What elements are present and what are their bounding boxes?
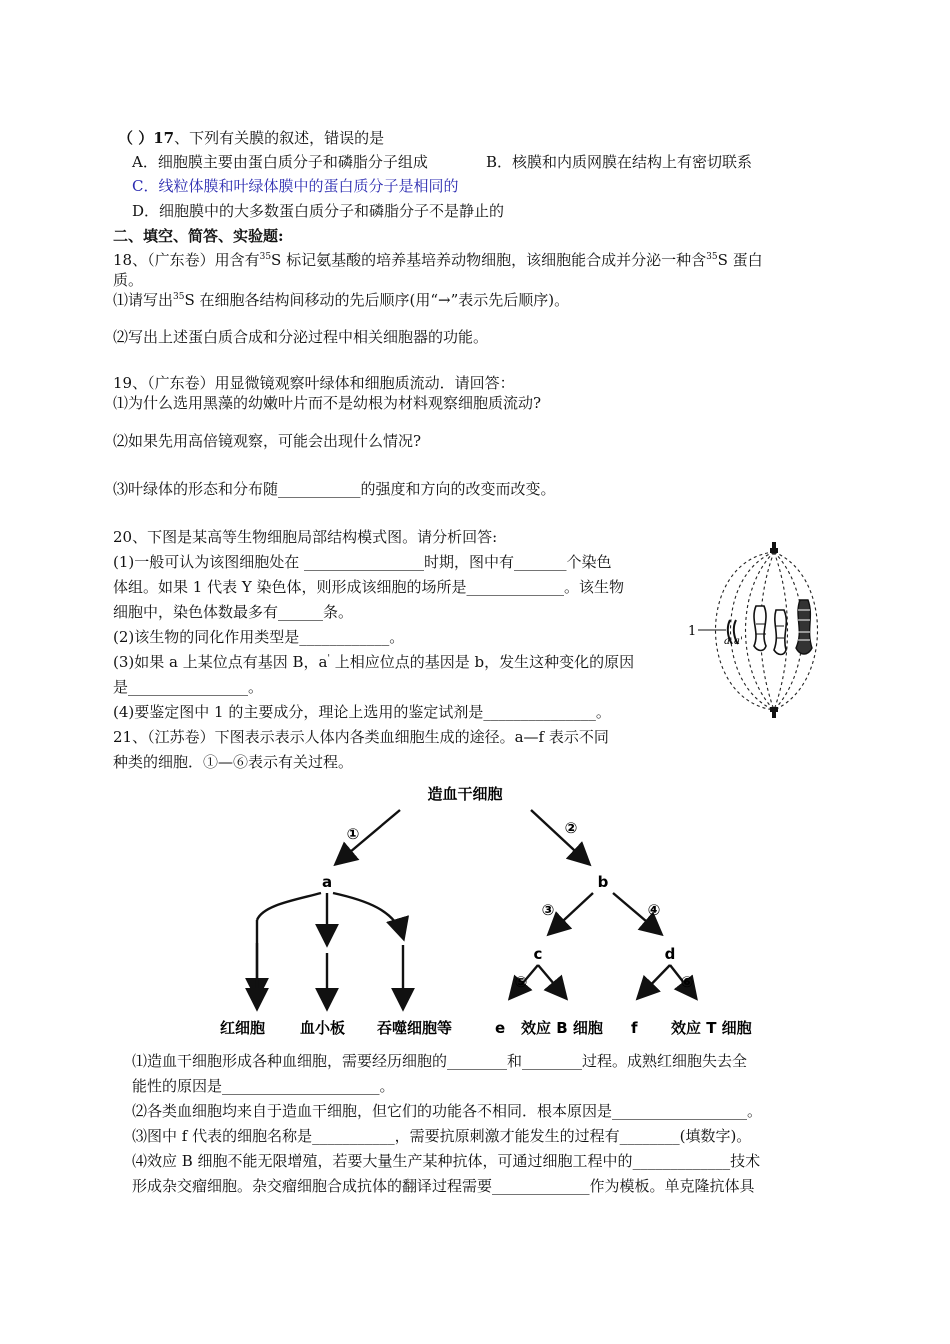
leaf-e: e [495,1019,506,1037]
leaf-phagocyte: 吞噬细胞等 [377,1019,453,1037]
q19-part3: ⑶叶绿体的形态和分布随___________的强度和方向的改变而改变。 [113,480,556,498]
q21-part1-line1: ⑴造血干细胞形成各种血细胞，需要经历细胞的________和________过程。成熟红细胞失去全 [132,1052,748,1070]
q21-line1: 21、（江苏卷）下图表示表示人体内各类血细胞生成的途径。a—f 表示不同 [113,728,609,746]
chromosome-label-a: a [724,636,730,647]
q20-line4: 细胞中，染色体数最多有______条。 [113,603,354,621]
leaf-platelet: 血小板 [300,1019,346,1037]
step-2-label: ② [564,819,578,837]
chromosome-label-1: 1 [688,624,697,639]
q19-line1: 19、（广东卷）用显微镜观察叶绿体和细胞质流动．请回答： [113,374,515,392]
q17-option-a: A．细胞膜主要由蛋白质分子和磷脂分子组成 [132,153,428,171]
leaf-effector-b: 效应 B 细胞 [521,1019,603,1037]
chromosome-4 [796,600,812,654]
q18-part1: ⑴请写出$^{35}$S 在细胞各结构间移动的先后顺序(用“→”表示先后顺序)。 [113,291,570,309]
q19-part2: ⑵如果先用高倍镜观察，可能会出现什么情况? [113,432,422,450]
q21-part2: ⑵各类血细胞均来自于造血干细胞，但它们的功能各不相同．根本原因是__________________。 [132,1102,763,1120]
q18-line1: 18、（广东卷）用含有$^{35}$S 标记氨基酸的培养基培养动物细胞，该细胞能合成并分泌一种含$^{35}$S 蛋白 [113,251,763,269]
q21-part1-line2: 能性的原因是_____________________。 [132,1077,395,1095]
cell-division-figure [686,540,826,720]
q20-line2: (1)一般可认为该图细胞处在 ________________时期，图中有_______个染色 [113,553,612,571]
chromosome-2 [754,606,766,651]
q18-line2: 质。 [113,271,144,289]
leaf-effector-t: 效应 T 细胞 [671,1019,752,1037]
section-heading: 二、填空、简答、实验题: [113,227,284,245]
q19-part1: ⑴为什么选用黑藻的幼嫩叶片而不是幼根为材料观察细胞质流动? [113,394,542,412]
q20-line7: 是________________。 [113,678,264,696]
q20-line5: (2)该生物的同化作用类型是____________。 [113,628,405,646]
q18-part2: ⑵写出上述蛋白质合成和分泌过程中相关细胞器的功能。 [113,328,489,346]
node-a: a [321,873,333,891]
q20-line1: 20、下图是某高等生物细胞局部结构模式图。请分析回答: [113,528,498,546]
centrosome-bottom [770,707,778,718]
step-1-label: ① [346,825,360,843]
q21-part3: ⑶图中 f 代表的细胞名称是___________，需要抗原刺激才能发生的过程有________(填数字)。 [132,1127,752,1145]
q20-line3: 体组。如果 1 代表 Y 染色体，则形成该细胞的场所是_____________。该生物 [113,578,625,596]
chromosome-label-a-prime: a' [734,636,743,647]
step-5-label: ⑤ [514,973,528,991]
lineage-arrows [257,810,695,1007]
q17-option-d: D．细胞膜中的大多数蛋白质分子和磷脂分子不是静止的 [132,202,505,220]
q20-line8: (4)要鉴定图中 1 的主要成分，理论上选用的鉴定试剂是_______________。 [113,703,611,721]
node-d: d [664,945,676,963]
blood-cell-lineage-diagram [215,775,780,1040]
root-node-label: 造血干细胞 [427,785,503,803]
leaf-f: f [631,1019,638,1037]
q17-option-c: C．线粒体膜和叶绿体膜中的蛋白质分子是相同的 [132,177,459,195]
q20-line6: (3)如果 a 上某位点有基因 B，a' 上相应位点的基因是 b，发生这种变化的原因 [113,653,635,671]
leaf-red-blood-cell: 红细胞 [220,1019,266,1037]
q21-line2: 种类的细胞．①—⑥表示有关过程。 [113,753,354,771]
q17-stem: （ ）17、下列有关膜的叙述，错误的是 [118,129,385,147]
node-c: c [533,945,543,963]
centrosome-top [770,542,778,553]
step-6-label: ⑥ [680,973,694,991]
q21-part4-line1: ⑷效应 B 细胞不能无限增殖，若要大量生产某种抗体，可通过细胞工程中的_____________技术 [132,1152,761,1170]
node-b: b [597,873,609,891]
chromosome-3 [774,610,786,655]
step-3-label: ③ [541,901,555,919]
q21-part4-line2: 形成杂交瘤细胞。杂交瘤细胞合成抗体的翻译过程需要_____________作为模板。单克隆抗体具 [132,1177,755,1195]
step-4-label: ④ [647,901,661,919]
q17-option-b: B．核膜和内质网膜在结构上有密切联系 [486,153,753,171]
